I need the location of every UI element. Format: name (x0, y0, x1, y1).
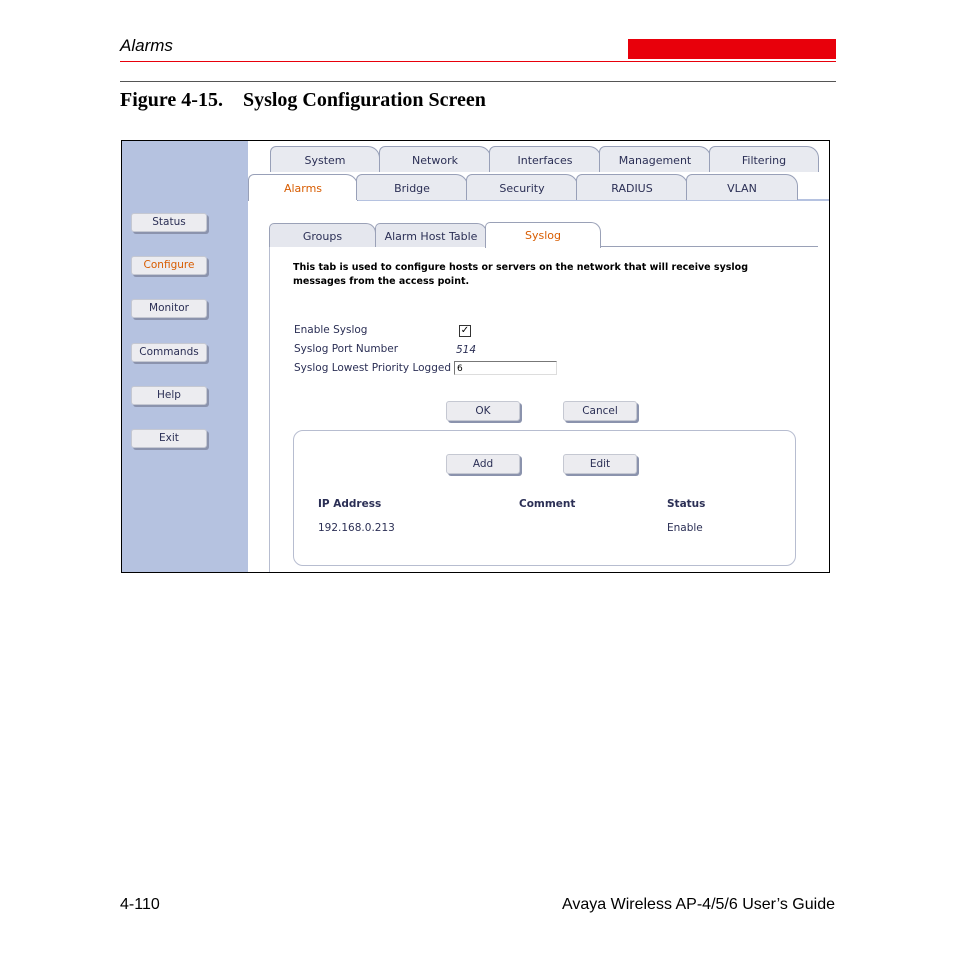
section-title: Alarms (120, 36, 173, 55)
header-black-rule (120, 81, 836, 82)
tab-description: This tab is used to configure hosts or servers on the network that will receive syslog messages from the access point. (293, 262, 748, 287)
figure-number: Figure 4-15. (120, 89, 223, 111)
table-cell-ip[interactable]: 192.168.0.213 (318, 522, 395, 534)
figure-caption (120, 89, 486, 112)
cancel-button[interactable]: Cancel (563, 401, 637, 421)
screenshot-frame (121, 140, 830, 573)
add-button[interactable]: Add (446, 454, 520, 474)
sidebar-item-configure[interactable]: Configure (131, 256, 207, 275)
priority-input[interactable]: 6 (454, 361, 557, 375)
edit-button[interactable]: Edit (563, 454, 637, 474)
priority-label: Syslog Lowest Priority Logged (294, 362, 452, 374)
tab-bar (248, 141, 829, 201)
tab-filtering[interactable]: Filtering (709, 146, 819, 172)
port-number-value: 514 (456, 344, 477, 356)
column-header-comment: Comment (519, 498, 576, 510)
port-number-label: Syslog Port Number (294, 343, 399, 355)
figure-title: Syslog Configuration Screen (242, 89, 486, 111)
sidebar-item-commands[interactable]: Commands (131, 343, 207, 362)
tab-vlan[interactable]: VLAN (686, 174, 798, 200)
sidebar (122, 141, 248, 572)
sidebar-item-monitor[interactable]: Monitor (131, 299, 207, 318)
tab-system[interactable]: System (270, 146, 380, 172)
subtab-groups[interactable]: Groups (269, 223, 376, 247)
guide-title: Avaya Wireless AP-4/5/6 User’s Guide (561, 896, 835, 913)
table-cell-status: Enable (667, 522, 703, 534)
tab-alarms[interactable]: Alarms (248, 174, 358, 201)
tab-interfaces[interactable]: Interfaces (489, 146, 601, 172)
subtab-syslog[interactable]: Syslog (485, 222, 601, 248)
tab-management[interactable]: Management (599, 146, 711, 172)
sidebar-item-exit[interactable]: Exit (131, 429, 207, 448)
tab-bridge[interactable]: Bridge (356, 174, 468, 200)
header-red-rule (120, 61, 836, 62)
subtab-alarm-host-table[interactable]: Alarm Host Table (375, 223, 487, 247)
enable-syslog-label: Enable Syslog (294, 324, 368, 336)
column-header-ip-address: IP Address (318, 498, 382, 510)
tab-network[interactable]: Network (379, 146, 491, 172)
column-header-status: Status (667, 498, 706, 510)
enable-syslog-checkbox[interactable]: ✓ (460, 325, 470, 336)
sidebar-item-help[interactable]: Help (131, 386, 207, 405)
ok-button[interactable]: OK (446, 401, 520, 421)
header-red-bar (628, 39, 836, 59)
tab-radius[interactable]: RADIUS (576, 174, 688, 200)
sidebar-item-status[interactable]: Status (131, 213, 207, 232)
page-number: 4-110 (120, 896, 160, 913)
tab-security[interactable]: Security (466, 174, 578, 200)
